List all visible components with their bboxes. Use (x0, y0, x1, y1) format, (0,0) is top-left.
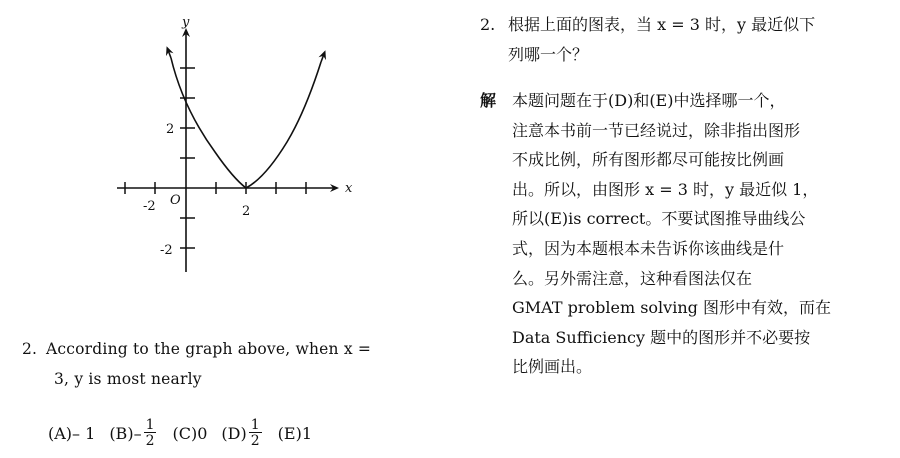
question-line: 3, y is most nearly (54, 370, 202, 388)
solution-text: 本题问题在于(D)和(E)中选择哪一个， (512, 91, 786, 110)
origin-label: O (170, 193, 181, 208)
solution-line: 式，因为本题根本未告诉你该曲线是什 (512, 238, 785, 258)
question-number: 2. (22, 340, 38, 358)
denominator: 2 (145, 433, 155, 449)
question-line (480, 10, 895, 40)
choice-e (278, 424, 312, 443)
fraction (249, 418, 262, 448)
solution-line: 注意本书前一节已经说过，除非指出图形 (512, 120, 801, 140)
solution-line: Data Sufficiency 题中的图形并不必要按 (512, 327, 811, 347)
choice-d (221, 418, 263, 448)
question-line (22, 334, 442, 364)
x-tick-label: -2 (143, 199, 156, 214)
solution-line: 所以(E)is correct。不要试图推导曲线公 (512, 209, 806, 229)
choice-a (48, 424, 95, 443)
solution-line (480, 86, 900, 116)
y-tick-label: 2 (166, 122, 175, 137)
solution-label: 解 (480, 91, 497, 110)
x-axis-label: x (345, 181, 353, 196)
solution-line: 么。另外需注意，这种看图法仅在 (512, 268, 753, 288)
x-tick-label: 2 (242, 204, 251, 219)
fraction (144, 418, 157, 448)
numerator: 1 (250, 417, 260, 433)
parabola-curve (171, 58, 321, 188)
question-text: According to the graph above, when x = (46, 340, 372, 358)
numerator: 1 (145, 417, 155, 433)
choice-letter: (E) (277, 423, 302, 443)
choice-c (172, 424, 207, 443)
choice-value: 0 (197, 423, 208, 443)
choice-letter: (A) (48, 423, 73, 443)
y-axis-label: y (182, 15, 190, 30)
question-chinese (480, 10, 895, 70)
answer-choices (48, 418, 458, 448)
choice-letter: (D) (221, 423, 247, 443)
question-english (22, 334, 442, 394)
choice-value: – 1 (72, 423, 96, 443)
choice-letter: (B) (109, 423, 134, 443)
solution-line: 出。所以，由图形 x = 3 时，y 最近似 1， (512, 179, 819, 199)
question-text: 根据上面的图表，当 x = 3 时，y 最近似下 (508, 15, 816, 34)
question-line: 列哪一个？ (508, 45, 589, 64)
solution-line: GMAT problem solving 图形中有效，而在 (512, 298, 831, 318)
question-number: 2. (480, 15, 496, 34)
solution-line: 比例画出。 (512, 357, 593, 377)
function-graph (105, 10, 365, 300)
solution-line: 不成比例，所有图形都尽可能按比例画 (512, 150, 785, 170)
y-tick-label: -2 (160, 243, 173, 258)
denominator: 2 (250, 433, 260, 449)
solution-block (480, 86, 900, 382)
choice-sign: – (133, 423, 142, 443)
choice-value: 1 (301, 423, 312, 443)
choice-b (109, 418, 158, 448)
choice-letter: (C) (172, 423, 198, 443)
